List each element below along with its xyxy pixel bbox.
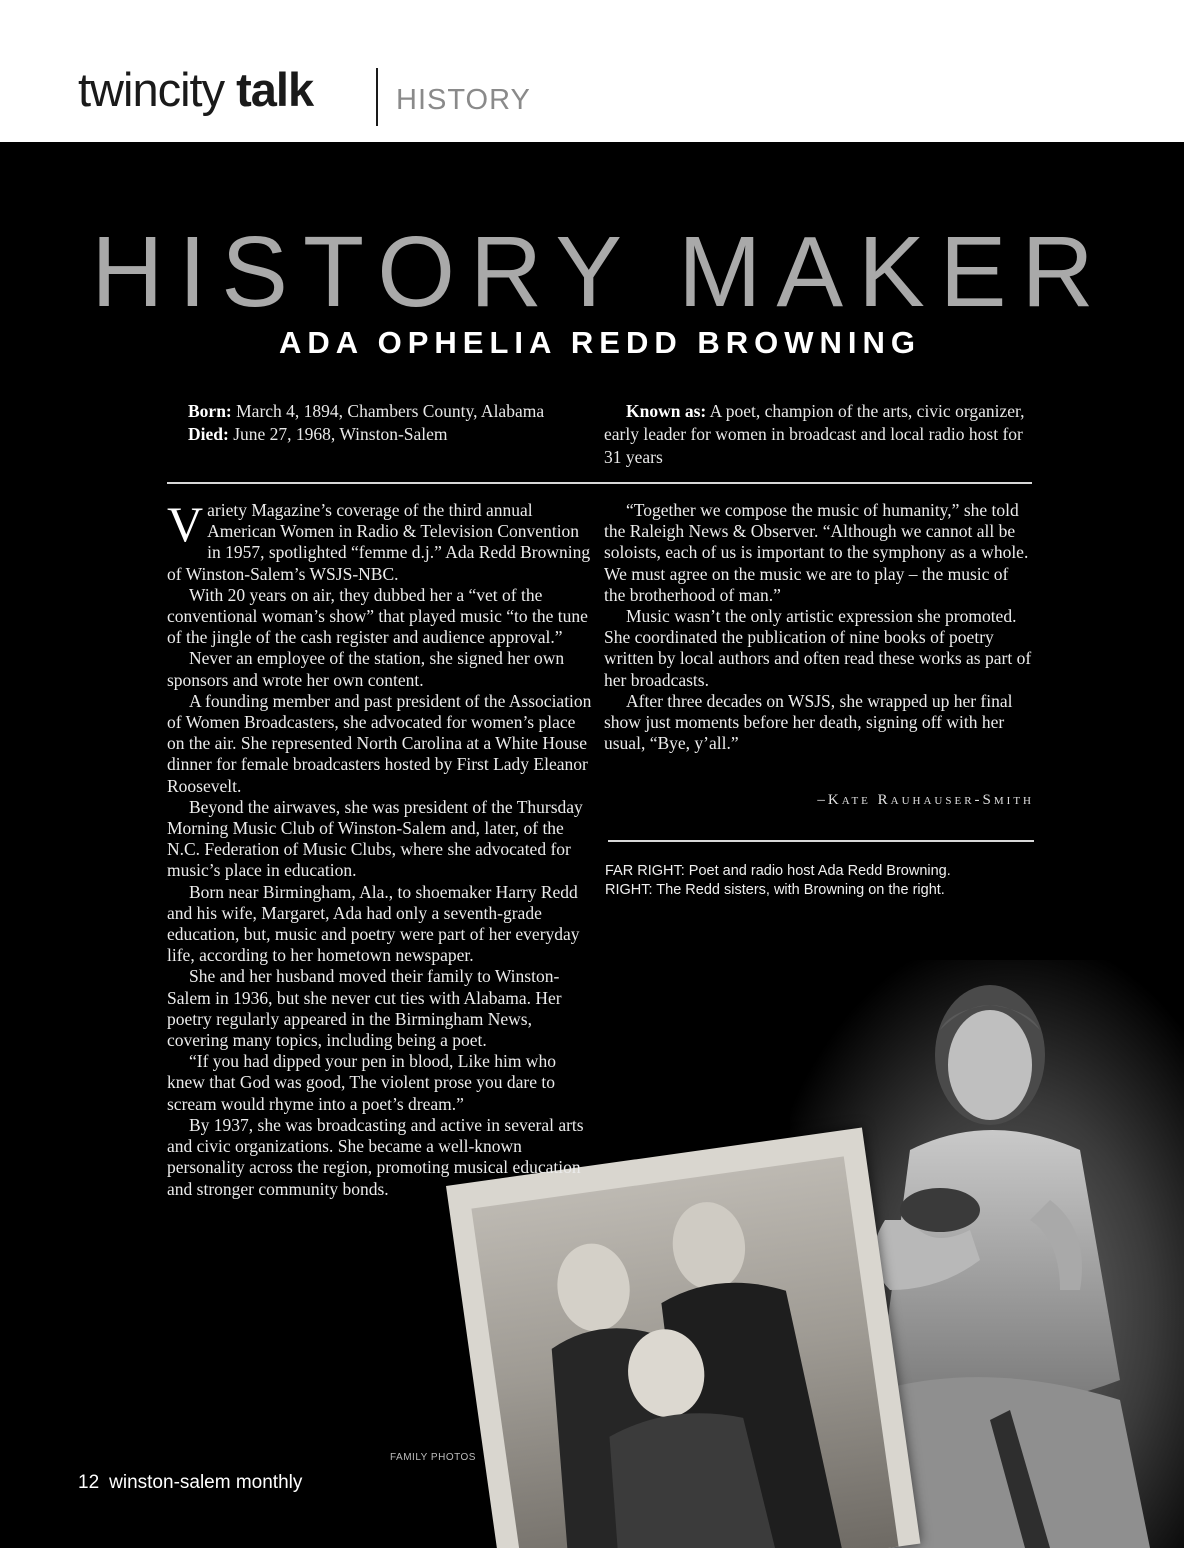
page-folio bbox=[78, 1472, 302, 1494]
magazine-brand bbox=[78, 62, 313, 117]
paragraph: “Together we compose the music of humanity,” she told the Raleigh News & Observer. “Although we cannot all be soloists, each of us is important to the symphony as a whole. We must agree on the music we are to play – the music of the brotherhood of man.” bbox=[604, 500, 1029, 605]
article-column-left bbox=[167, 496, 595, 1200]
brand-light: twincity bbox=[78, 63, 237, 116]
paragraph: Beyond the airwaves, she was president of the Thursday Morning Music Club of Winston-Salem and, later, of the N.C. Federation of Music Clubs, where she advocated for music’s place in education. bbox=[167, 796, 583, 881]
fact-died-value: June 27, 1968, Winston-Salem bbox=[228, 424, 448, 444]
byline: –Kate Rauhauser-Smith bbox=[817, 792, 1034, 808]
paragraph: Born near Birmingham, Ala., to shoemaker Harry Redd and his wife, Margaret, Ada had only a seventh-grade education, but, music and poetry were part of her everyday life, according to her hometown newspaper. bbox=[167, 881, 580, 966]
page-number: 12 bbox=[78, 1472, 100, 1493]
article-panel bbox=[0, 142, 1184, 1548]
redd-sisters-figures bbox=[471, 1156, 898, 1548]
caption-divider bbox=[608, 840, 1034, 842]
fact-born-label: Born: bbox=[188, 401, 232, 421]
fact-known-label: Known as: bbox=[626, 401, 707, 421]
fact-born-value: March 4, 1894, Chambers County, Alabama bbox=[231, 401, 545, 421]
photo-redd-sisters-image bbox=[471, 1156, 898, 1548]
brand-bold: talk bbox=[236, 63, 314, 116]
drop-cap: V bbox=[167, 496, 204, 552]
paragraph: Variety Magazine’s coverage of the third annual American Women in Radio & Television Convention in 1957, spotlighted “femme d.j.” Ada Redd Browning of Winston-Salem’s WSJS-NBC. bbox=[167, 496, 591, 584]
paragraph: By 1937, she was broadcasting and active in several arts and civic organizations. She became a well-known personality across the region, promoting musical education and stronger community bonds. bbox=[167, 1114, 584, 1199]
fact-died-label: Died: bbox=[188, 424, 229, 444]
paragraph: “If you had dipped your pen in blood, Like him who knew that God was good, The violent prose you dare to scream would rhyme into a poet’s dream.” bbox=[167, 1051, 556, 1114]
photo-caption bbox=[605, 862, 1035, 900]
paragraph: Music wasn’t the only artistic expression she promoted. She coordinated the publication of nine books of poetry written by local authors and often read these works as part of her broadcasts. bbox=[604, 606, 1032, 690]
photo-credit: FAMILY PHOTOS bbox=[390, 1452, 476, 1463]
fact-known-as bbox=[604, 400, 1034, 469]
facts-born-died bbox=[188, 400, 598, 446]
paragraph: A founding member and past president of the Association of Women Broadcasters, she advocated for women’s place on the air. She represented North Carolina at a White House dinner for female broadcasters hosted by First Lady Eleanor Roosevelt. bbox=[167, 690, 592, 796]
article-column-right bbox=[604, 500, 1034, 754]
fact-known-value: A poet, champion of the arts, civic organizer, early leader for women in broadcast and local radio host for 31 years bbox=[604, 401, 1025, 467]
fact-born bbox=[188, 400, 598, 423]
paragraph: With 20 years on air, they dubbed her a “vet of the conventional woman’s show” that played music “to the tune of the jingle of the cash register and audience approval.” bbox=[167, 584, 588, 648]
headline: HISTORY MAKER bbox=[91, 216, 1109, 328]
paragraph: After three decades on WSJS, she wrapped up her final show just moments before her death, signing off with her usual, “Bye, y’all.” bbox=[604, 690, 1013, 754]
caption-line-right: RIGHT: The Redd sisters, with Browning on the right. bbox=[605, 882, 945, 898]
facts-divider bbox=[167, 482, 1032, 484]
subhead: ADA OPHELIA REDD BROWNING bbox=[279, 325, 921, 360]
caption-line-far-right: FAR RIGHT: Poet and radio host Ada Redd Browning. bbox=[605, 863, 951, 879]
paragraph: Never an employee of the station, she signed her own sponsors and wrote her own content. bbox=[167, 648, 565, 690]
brand-divider bbox=[376, 68, 378, 126]
fact-died bbox=[188, 423, 598, 446]
section-label: HISTORY bbox=[396, 84, 531, 116]
paragraph: She and her husband moved their family to Winston-Salem in 1936, but she never cut ties with Alabama. Her poetry regularly appeared in the Birmingham News, covering many topics, including being a poet. bbox=[167, 966, 562, 1051]
publication-name: winston-salem monthly bbox=[109, 1472, 303, 1493]
page-header bbox=[0, 0, 1200, 142]
